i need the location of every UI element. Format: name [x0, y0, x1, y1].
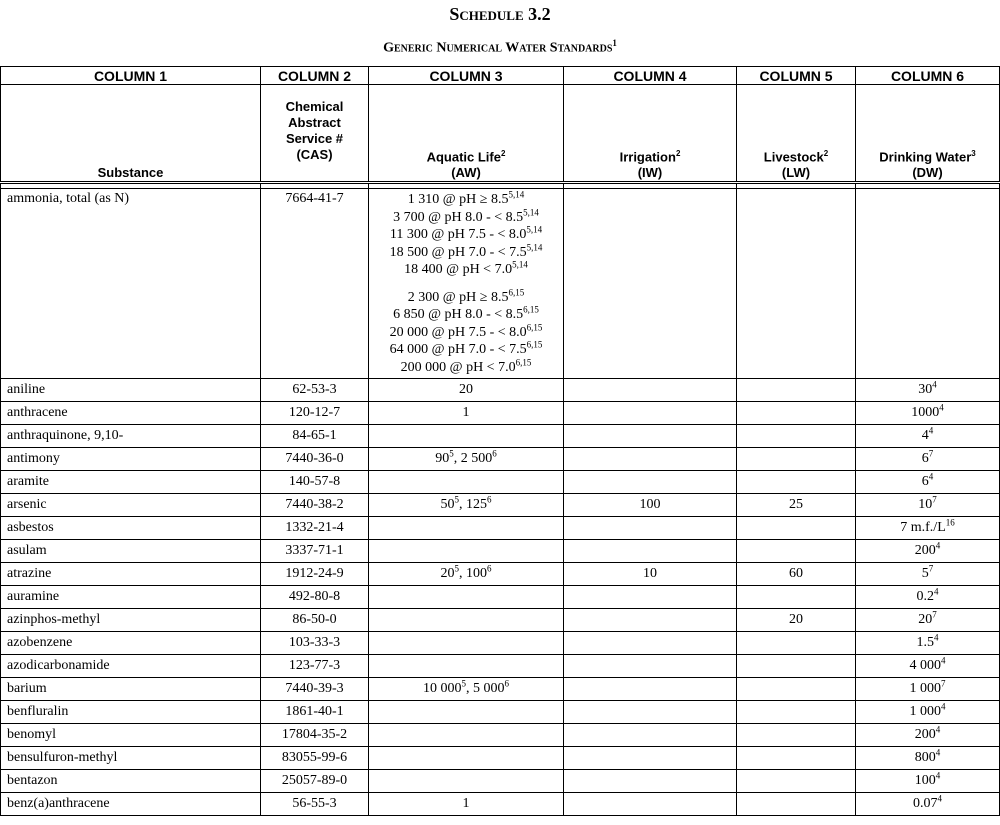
- irrigation-cell: [564, 770, 737, 793]
- column-5-number: COLUMN 5: [737, 67, 856, 85]
- drinking-water-cell: [856, 471, 1000, 494]
- aquatic-life-cell: [369, 609, 564, 632]
- column-1-number: COLUMN 1: [1, 67, 261, 85]
- drinking-water-value: 1 000: [909, 704, 941, 719]
- drinking-water-footnote: 7: [941, 678, 946, 689]
- drinking-water-footnote: 4: [935, 724, 941, 735]
- substance-cell: asbestos: [1, 517, 261, 540]
- drinking-water-cell: [856, 701, 1000, 724]
- aquatic-life-value-a: 20: [440, 566, 455, 581]
- cas-heading-line3: Service #: [285, 131, 344, 146]
- drinking-water-cell: [856, 402, 1000, 425]
- drinking-water-value: 6: [921, 474, 929, 489]
- cas-cell: 120-12-7: [261, 402, 369, 425]
- irrigation-value: 100: [639, 497, 661, 512]
- cas-cell: 62-53-3: [261, 379, 369, 402]
- drinking-water-cell: [856, 770, 1000, 793]
- drinking-water-cell: [856, 517, 1000, 540]
- drinking-water-footnote: 4: [934, 632, 939, 643]
- drinking-water-footnote: 3: [971, 148, 976, 158]
- drinking-water-abbr: (DW): [912, 165, 943, 180]
- table-row: [1, 540, 1000, 563]
- drinking-water-footnote: 4: [941, 701, 946, 712]
- aquatic-life-cell: [369, 402, 564, 425]
- cas-cell: 3337-71-1: [261, 540, 369, 563]
- drinking-water-value: 0.07: [913, 796, 938, 811]
- livestock-value: 25: [789, 497, 803, 512]
- substance-cell: aramite: [1, 471, 261, 494]
- substance-cell: atrazine: [1, 563, 261, 586]
- drinking-water-cell: [856, 586, 1000, 609]
- table-row: [1, 379, 1000, 402]
- livestock-cell: [737, 189, 856, 379]
- livestock-cell: [737, 747, 856, 770]
- drinking-water-cell: [856, 379, 1000, 402]
- livestock-cell: [737, 540, 856, 563]
- drinking-water-footnote: 4: [935, 770, 941, 781]
- livestock-cell: [737, 448, 856, 471]
- irrigation-cell: [564, 189, 737, 379]
- cas-cell: 492-80-8: [261, 586, 369, 609]
- irrigation-heading-text: Irrigation: [619, 149, 676, 164]
- drinking-water-cell: [856, 563, 1000, 586]
- livestock-cell: [737, 770, 856, 793]
- column-number-row: [1, 67, 1000, 85]
- aquatic-life-cell: [369, 494, 564, 517]
- table-row: [1, 402, 1000, 425]
- livestock-value: 60: [789, 566, 803, 581]
- aquatic-life-line: [375, 241, 557, 262]
- livestock-cell: [737, 609, 856, 632]
- aquatic-life-heading: [369, 85, 564, 183]
- drinking-water-cell: [856, 609, 1000, 632]
- aquatic-life-footnote-b: 6: [487, 494, 492, 505]
- irrigation-cell: [564, 609, 737, 632]
- aquatic-life-footnote-b: 6: [487, 563, 492, 574]
- aquatic-life-line-footnote: 6,15: [508, 286, 525, 297]
- drinking-water-footnote: 7: [928, 563, 934, 574]
- table-row-ammonia: [1, 189, 1000, 379]
- livestock-value: 20: [789, 612, 803, 627]
- drinking-water-value: 30: [918, 382, 933, 397]
- substance-cell: asulam: [1, 540, 261, 563]
- irrigation-cell: [564, 678, 737, 701]
- column-2-number: COLUMN 2: [261, 67, 369, 85]
- column-6-number: COLUMN 6: [856, 67, 1000, 85]
- livestock-cell: [737, 586, 856, 609]
- drinking-water-cell: [856, 632, 1000, 655]
- aquatic-life-cell: [369, 655, 564, 678]
- substance-cell: benz(a)anthracene: [1, 793, 261, 816]
- table-subtitle: [0, 38, 1000, 57]
- aquatic-life-value-a: 50: [440, 497, 455, 512]
- cas-cell: 1861-40-1: [261, 701, 369, 724]
- drinking-water-value: 20: [918, 612, 933, 627]
- drinking-water-footnote: 4: [937, 793, 942, 804]
- cas-cell: 17804-35-2: [261, 724, 369, 747]
- drinking-water-value: 4: [921, 428, 929, 443]
- aquatic-life-cell: [369, 379, 564, 402]
- livestock-cell: [737, 402, 856, 425]
- drinking-water-footnote: 7: [932, 494, 937, 505]
- drinking-water-footnote: 7: [932, 609, 937, 620]
- table-row: [1, 747, 1000, 770]
- aquatic-life-footnote: 2: [500, 148, 506, 158]
- drinking-water-heading: [856, 85, 1000, 183]
- irrigation-cell: [564, 448, 737, 471]
- aquatic-life-line-text: 6 850 @ pH 8.0 - < 8.5: [393, 307, 524, 322]
- drinking-water-value: 1 000: [909, 681, 941, 696]
- livestock-abbr: (LW): [781, 165, 811, 180]
- drinking-water-cell: [856, 189, 1000, 379]
- irrigation-cell: [564, 517, 737, 540]
- subtitle-footnote: 1: [612, 38, 617, 48]
- aquatic-life-cell: [369, 793, 564, 816]
- substance-cell: auramine: [1, 586, 261, 609]
- livestock-heading-text: Livestock: [763, 149, 824, 164]
- substance-cell: anthracene: [1, 402, 261, 425]
- drinking-water-value: 100: [914, 773, 936, 788]
- aquatic-life-value-a: 10 000: [423, 681, 462, 696]
- drinking-water-cell: [856, 448, 1000, 471]
- cas-cell: 103-33-3: [261, 632, 369, 655]
- aquatic-life-separator: ,: [459, 497, 466, 512]
- drinking-water-heading-text: Drinking Water: [879, 149, 972, 164]
- aquatic-life-cell: [369, 701, 564, 724]
- irrigation-cell: [564, 724, 737, 747]
- cas-cell: 25057-89-0: [261, 770, 369, 793]
- table-row: [1, 701, 1000, 724]
- table-row: [1, 655, 1000, 678]
- irrigation-cell: [564, 563, 737, 586]
- irrigation-cell: [564, 632, 737, 655]
- drinking-water-footnote: 7: [928, 448, 934, 459]
- aquatic-life-line: [375, 356, 557, 377]
- cas-cell: 123-77-3: [261, 655, 369, 678]
- table-row: [1, 448, 1000, 471]
- drinking-water-value: 7 m.f./L: [900, 520, 946, 535]
- drinking-water-footnote: 4: [932, 379, 937, 390]
- aquatic-life-line-text: 1 310 @ pH ≥ 8.5: [407, 192, 509, 207]
- substance-heading: [1, 85, 261, 183]
- table-row: [1, 632, 1000, 655]
- aquatic-life-line-footnote: 6,15: [526, 339, 543, 350]
- drinking-water-footnote: 4: [934, 586, 939, 597]
- substance-cell: antimony: [1, 448, 261, 471]
- drinking-water-cell: [856, 678, 1000, 701]
- substance-cell: benfluralin: [1, 701, 261, 724]
- aquatic-life-footnote-a: 5: [461, 678, 466, 689]
- aquatic-life-footnote-a: 5: [449, 448, 454, 459]
- aquatic-life-line: [375, 261, 557, 279]
- drinking-water-cell: [856, 793, 1000, 816]
- aquatic-life-footnote-b: 6: [504, 678, 509, 689]
- column-3-number: COLUMN 3: [369, 67, 564, 85]
- cas-cell: 83055-99-6: [261, 747, 369, 770]
- table-row: [1, 471, 1000, 494]
- drinking-water-footnote: 4: [941, 655, 946, 666]
- cas-heading: [261, 85, 369, 183]
- aquatic-life-cell: [369, 563, 564, 586]
- irrigation-cell: [564, 471, 737, 494]
- substance-cell: azobenzene: [1, 632, 261, 655]
- drinking-water-value: 200: [914, 543, 936, 558]
- aquatic-life-abbr: (AW): [451, 165, 481, 180]
- table-row: [1, 793, 1000, 816]
- substance-cell: bensulfuron-methyl: [1, 747, 261, 770]
- livestock-cell: [737, 701, 856, 724]
- aquatic-life-group-gap: [375, 279, 557, 289]
- drinking-water-footnote: 4: [928, 471, 934, 482]
- table-row: [1, 494, 1000, 517]
- aquatic-life-value-b: 5 000: [473, 681, 505, 696]
- aquatic-life-cell: [369, 471, 564, 494]
- livestock-cell: [737, 471, 856, 494]
- cas-cell: 1912-24-9: [261, 563, 369, 586]
- table-row: [1, 770, 1000, 793]
- livestock-footnote: 2: [823, 148, 829, 158]
- irrigation-cell: [564, 379, 737, 402]
- substance-cell: bentazon: [1, 770, 261, 793]
- drinking-water-value: 800: [914, 750, 936, 765]
- aquatic-life-line-footnote: 6,15: [523, 304, 539, 315]
- aquatic-life-line-text: 3 700 @ pH 8.0 - < 8.5: [393, 209, 524, 225]
- cas-cell: 7440-36-0: [261, 448, 369, 471]
- table-row: [1, 586, 1000, 609]
- aquatic-life-heading-text: Aquatic Life: [426, 149, 501, 164]
- substance-cell: benomyl: [1, 724, 261, 747]
- aquatic-life-line-text: 200 000 @ pH < 7.0: [400, 359, 516, 375]
- livestock-cell: [737, 563, 856, 586]
- table-row: [1, 425, 1000, 448]
- livestock-cell: [737, 379, 856, 402]
- livestock-cell: [737, 793, 856, 816]
- drinking-water-cell: [856, 747, 1000, 770]
- drinking-water-value: 10: [918, 497, 933, 512]
- aquatic-life-cell: [369, 747, 564, 770]
- cas-cell: 7664-41-7: [261, 189, 369, 379]
- cas-cell: 1332-21-4: [261, 517, 369, 540]
- aquatic-life-cell: [369, 632, 564, 655]
- drinking-water-cell: [856, 494, 1000, 517]
- ammonia-aquatic-life-values: [375, 191, 557, 376]
- aquatic-life-line-footnote: 5,14: [526, 241, 543, 252]
- drinking-water-value: 6: [921, 451, 929, 466]
- aquatic-life-footnote-a: 5: [454, 494, 459, 505]
- aquatic-life-line-footnote: 5,14: [508, 189, 525, 200]
- irrigation-value: 10: [643, 566, 657, 581]
- drinking-water-value: 200: [914, 727, 936, 742]
- table-row: [1, 563, 1000, 586]
- aquatic-life-cell: [369, 724, 564, 747]
- aquatic-life-line-text: 64 000 @ pH 7.0 - < 7.5: [389, 342, 527, 357]
- livestock-cell: [737, 724, 856, 747]
- cas-heading-line1: Chemical: [285, 99, 344, 114]
- aquatic-life-footnote-a: 5: [454, 563, 459, 574]
- livestock-cell: [737, 517, 856, 540]
- irrigation-cell: [564, 701, 737, 724]
- table-row: [1, 517, 1000, 540]
- drinking-water-value: 1000: [911, 405, 940, 420]
- drinking-water-footnote: 16: [945, 517, 955, 528]
- irrigation-cell: [564, 540, 737, 563]
- aquatic-life-line-footnote: 6,15: [526, 321, 543, 332]
- drinking-water-footnote: 4: [935, 540, 941, 551]
- drinking-water-value: 4 000: [909, 658, 941, 673]
- aquatic-life-separator: ,: [453, 451, 461, 466]
- aquatic-life-cell: [369, 448, 564, 471]
- substance-heading-text: Substance: [97, 165, 164, 180]
- aquatic-life-cell: [369, 586, 564, 609]
- irrigation-cell: [564, 655, 737, 678]
- cas-cell: 7440-39-3: [261, 678, 369, 701]
- aquatic-life-line-footnote: 6,15: [515, 356, 532, 367]
- schedule-title: Schedule 3.2: [449, 4, 551, 24]
- drinking-water-footnote: 4: [928, 425, 934, 436]
- aquatic-life-line-text: 18 400 @ pH < 7.0: [404, 262, 513, 277]
- table-row: [1, 678, 1000, 701]
- drinking-water-cell: [856, 724, 1000, 747]
- subtitle-text: Generic Numerical Water Standards: [383, 40, 613, 56]
- drinking-water-cell: [856, 425, 1000, 448]
- aquatic-life-cell: [369, 517, 564, 540]
- irrigation-cell: [564, 793, 737, 816]
- aquatic-life-value-b: 125: [466, 497, 487, 512]
- drinking-water-value: 5: [921, 566, 929, 581]
- substance-cell: azinphos-methyl: [1, 609, 261, 632]
- column-4-number: COLUMN 4: [564, 67, 737, 85]
- aquatic-life-line-text: 20 000 @ pH 7.5 - < 8.0: [389, 324, 527, 340]
- irrigation-cell: [564, 494, 737, 517]
- aquatic-life-value: 1: [462, 796, 470, 811]
- substance-cell: anthraquinone, 9,10-: [1, 425, 261, 448]
- aquatic-life-line-footnote: 5,14: [512, 259, 528, 270]
- aquatic-life-footnote-b: 6: [492, 448, 497, 459]
- livestock-cell: [737, 655, 856, 678]
- substance-cell: aniline: [1, 379, 261, 402]
- drinking-water-cell: [856, 540, 1000, 563]
- table-row: [1, 609, 1000, 632]
- aquatic-life-value-b: 2 500: [460, 451, 493, 466]
- livestock-cell: [737, 632, 856, 655]
- aquatic-life-separator: ,: [459, 566, 466, 581]
- substance-cell: arsenic: [1, 494, 261, 517]
- livestock-heading: [737, 85, 856, 183]
- aquatic-life-cell: [369, 189, 564, 379]
- aquatic-life-value-a: 90: [435, 451, 450, 466]
- aquatic-life-line-text: 18 500 @ pH 7.0 - < 7.5: [389, 244, 527, 260]
- cas-cell: 84-65-1: [261, 425, 369, 448]
- irrigation-heading: [564, 85, 737, 183]
- irrigation-cell: [564, 586, 737, 609]
- substance-cell: barium: [1, 678, 261, 701]
- drinking-water-footnote: 4: [935, 747, 941, 758]
- substance-cell: ammonia, total (as N): [1, 189, 261, 379]
- aquatic-life-line-text: 2 300 @ pH ≥ 8.5: [407, 289, 509, 305]
- aquatic-life-cell: [369, 540, 564, 563]
- aquatic-life-line-footnote: 5,14: [523, 206, 539, 217]
- aquatic-life-value: 20: [459, 382, 473, 397]
- livestock-cell: [737, 678, 856, 701]
- aquatic-life-value-b: 100: [466, 566, 487, 581]
- drinking-water-value: 1.5: [916, 635, 934, 650]
- aquatic-life-line-text: 11 300 @ pH 7.5 - < 8.0: [389, 227, 527, 242]
- livestock-cell: [737, 494, 856, 517]
- cas-heading-line2: Abstract: [288, 115, 341, 130]
- column-heading-row: [1, 85, 1000, 183]
- water-standards-table: [0, 66, 1000, 816]
- aquatic-life-cell: [369, 425, 564, 448]
- livestock-cell: [737, 425, 856, 448]
- drinking-water-cell: [856, 655, 1000, 678]
- aquatic-life-line-footnote: 5,14: [526, 224, 543, 235]
- drinking-water-footnote: 4: [939, 402, 944, 413]
- aquatic-life-separator: ,: [466, 681, 473, 696]
- irrigation-cell: [564, 425, 737, 448]
- aquatic-life-cell: [369, 770, 564, 793]
- cas-cell: 140-57-8: [261, 471, 369, 494]
- irrigation-footnote: 2: [675, 148, 681, 158]
- irrigation-cell: [564, 402, 737, 425]
- irrigation-abbr: (IW): [637, 165, 663, 180]
- irrigation-cell: [564, 747, 737, 770]
- aquatic-life-cell: [369, 678, 564, 701]
- aquatic-life-value: 1: [462, 405, 470, 420]
- table-row: [1, 724, 1000, 747]
- substance-cell: azodicarbonamide: [1, 655, 261, 678]
- cas-cell: 56-55-3: [261, 793, 369, 816]
- drinking-water-value: 0.2: [916, 589, 934, 604]
- cas-cell: 86-50-0: [261, 609, 369, 632]
- cas-heading-line4: (CAS): [296, 147, 333, 162]
- cas-cell: 7440-38-2: [261, 494, 369, 517]
